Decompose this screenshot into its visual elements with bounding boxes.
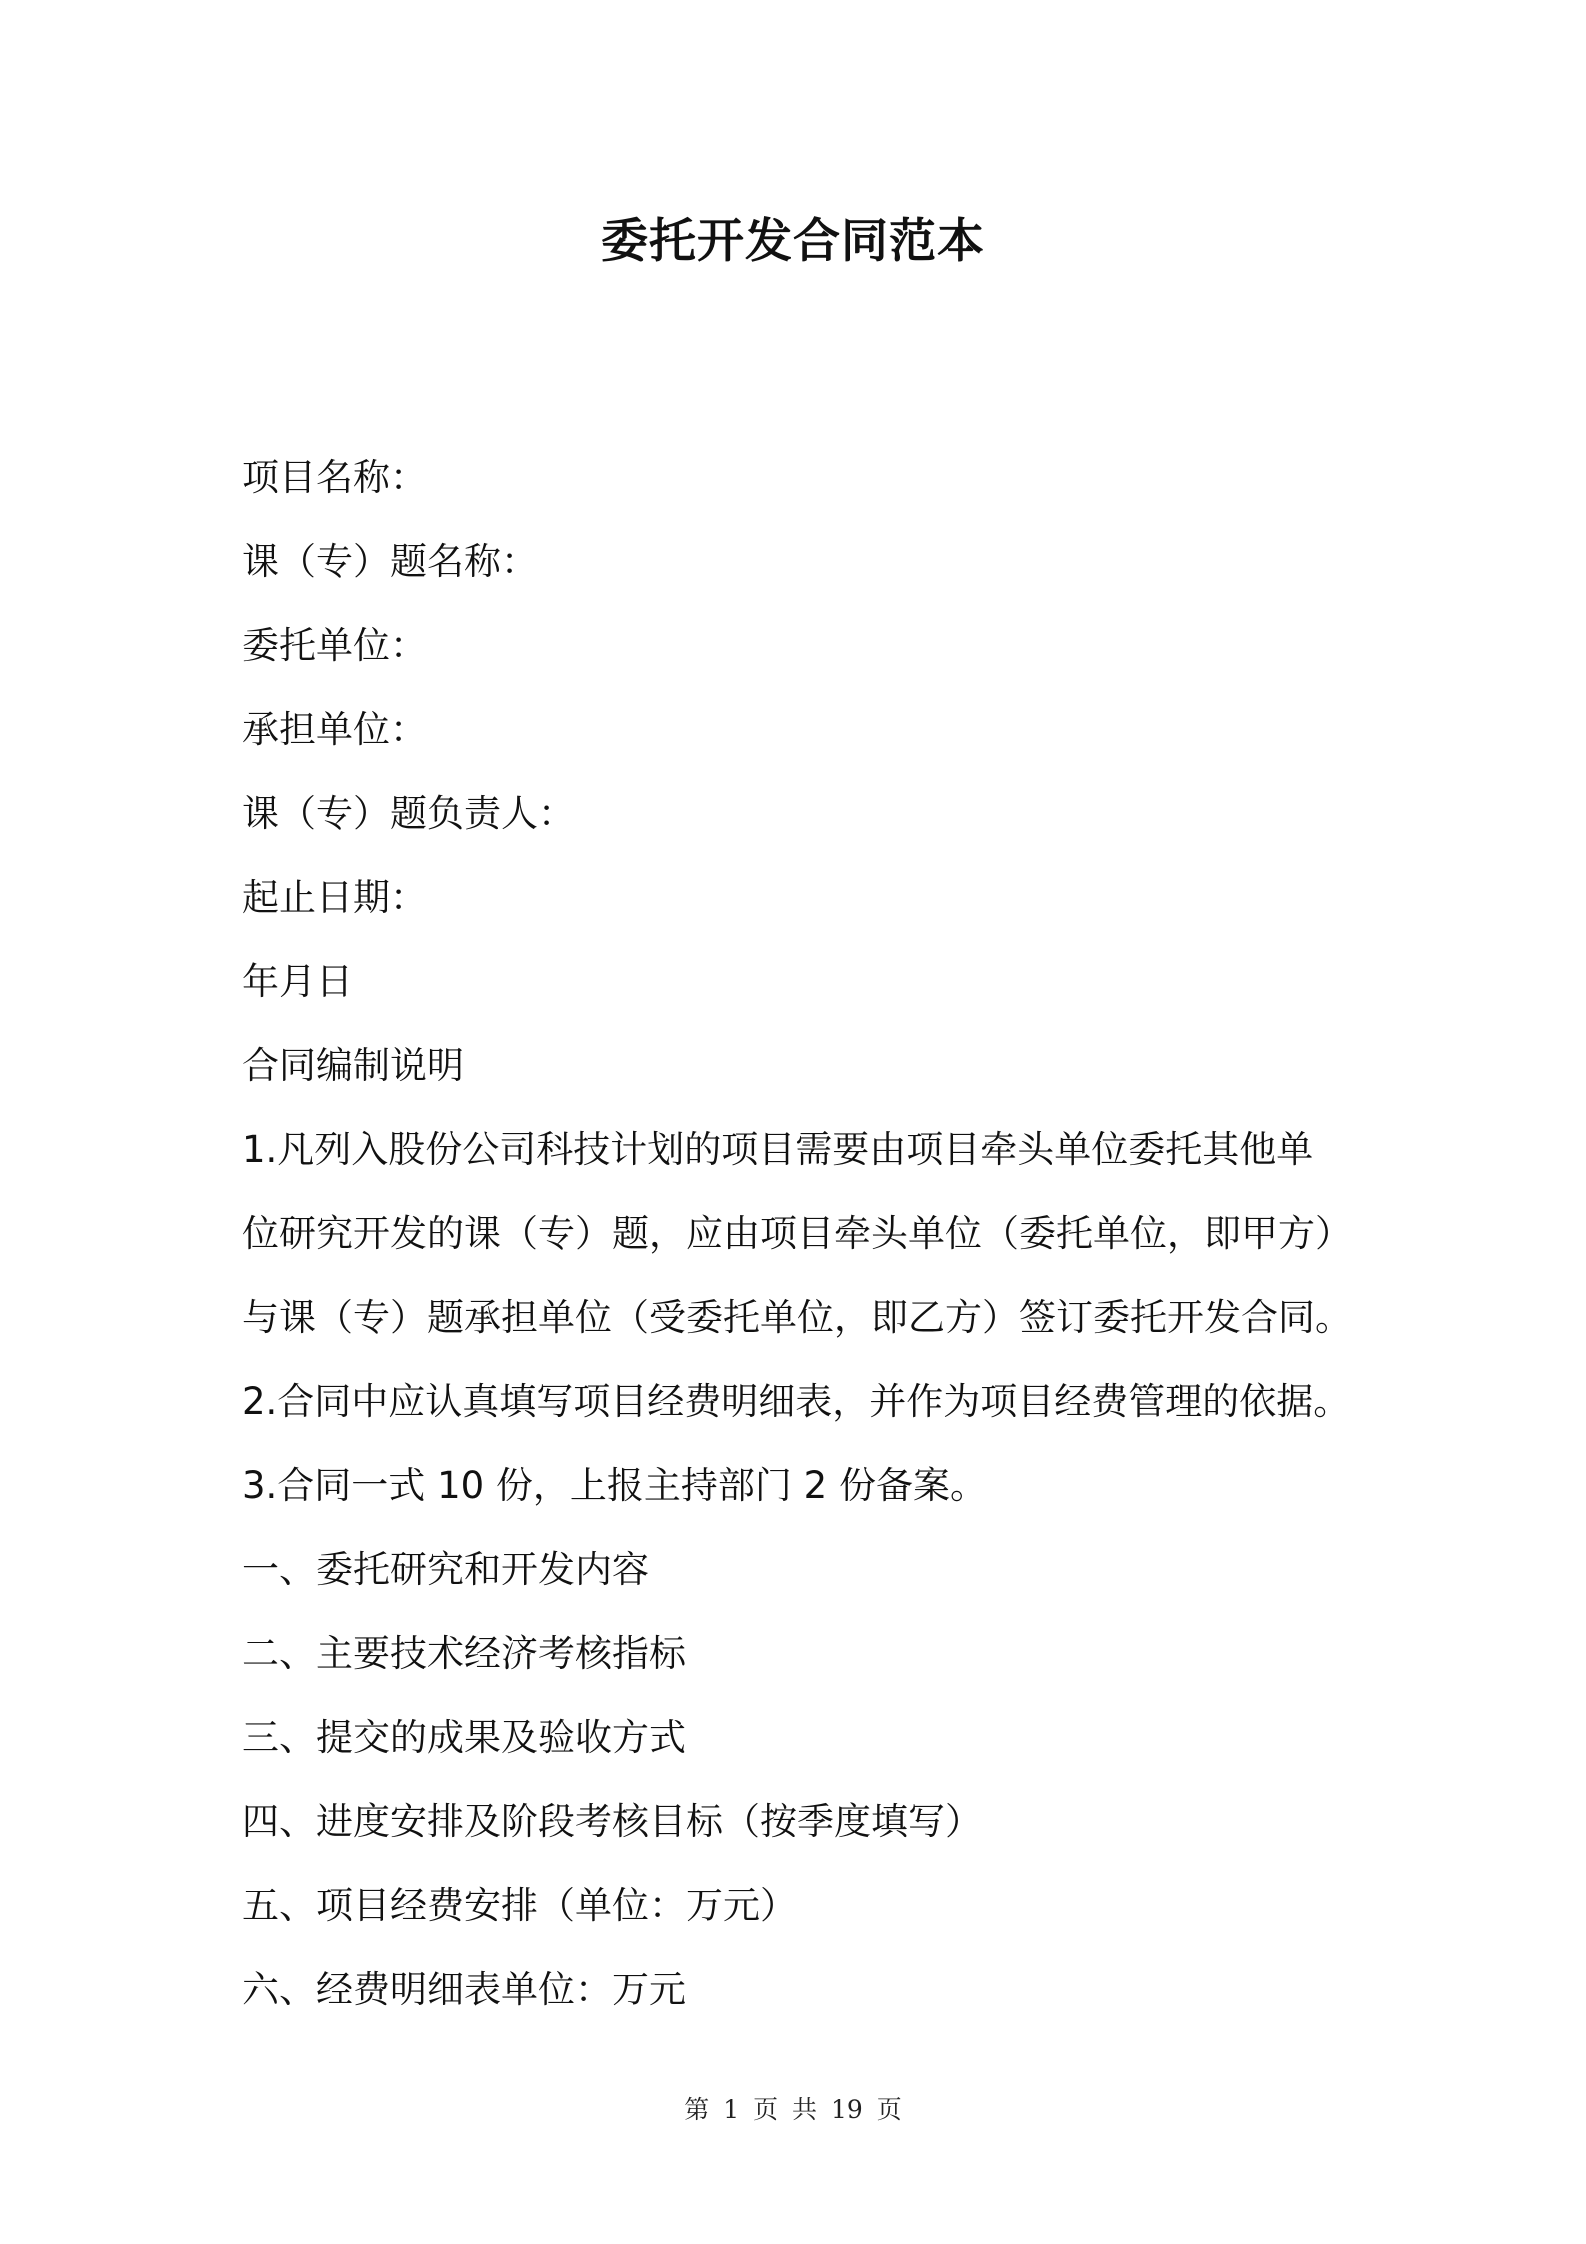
field-topic-name: 课（专）题名称：	[242, 540, 538, 583]
section-heading: 五、项目经费安排（单位：万元）	[242, 1884, 797, 1927]
field-date: 年月日	[242, 960, 353, 1003]
section-heading: 三、提交的成果及验收方式	[242, 1716, 686, 1759]
page-number-footer: 第 1 页 共 19 页	[684, 2095, 902, 2124]
section-heading: 六、经费明细表单位：万元	[242, 1968, 686, 2011]
document-title: 委托开发合同范本	[601, 214, 985, 269]
section-heading: 一、委托研究和开发内容	[242, 1548, 649, 1591]
section-heading: 二、主要技术经济考核指标	[242, 1632, 686, 1675]
paragraph-line: 与课（专）题承担单位（受委托单位，即乙方）签订委托开发合同。	[242, 1296, 1352, 1339]
document-body	[242, 448, 1372, 2044]
field-topic-leader: 课（专）题负责人：	[242, 792, 575, 835]
paragraph-line: 3.合同一式 10 份，上报主持部门 2 份备案。	[242, 1464, 987, 1507]
field-project-name: 项目名称：	[242, 456, 427, 499]
section-heading: 四、进度安排及阶段考核目标（按季度填写）	[242, 1800, 982, 1843]
field-start-end-date: 起止日期：	[242, 876, 427, 919]
section-heading-instructions: 合同编制说明	[242, 1044, 464, 1087]
paragraph-line: 位研究开发的课（专）题，应由项目牵头单位（委托单位，即甲方）	[242, 1212, 1352, 1255]
field-commissioning-unit: 委托单位：	[242, 624, 427, 667]
paragraph-line: 2.合同中应认真填写项目经费明细表，并作为项目经费管理的依据。	[242, 1380, 1351, 1423]
field-undertaking-unit: 承担单位：	[242, 708, 427, 751]
paragraph-line: 1.凡列入股份公司科技计划的项目需要由项目牵头单位委托其他单	[242, 1128, 1314, 1171]
